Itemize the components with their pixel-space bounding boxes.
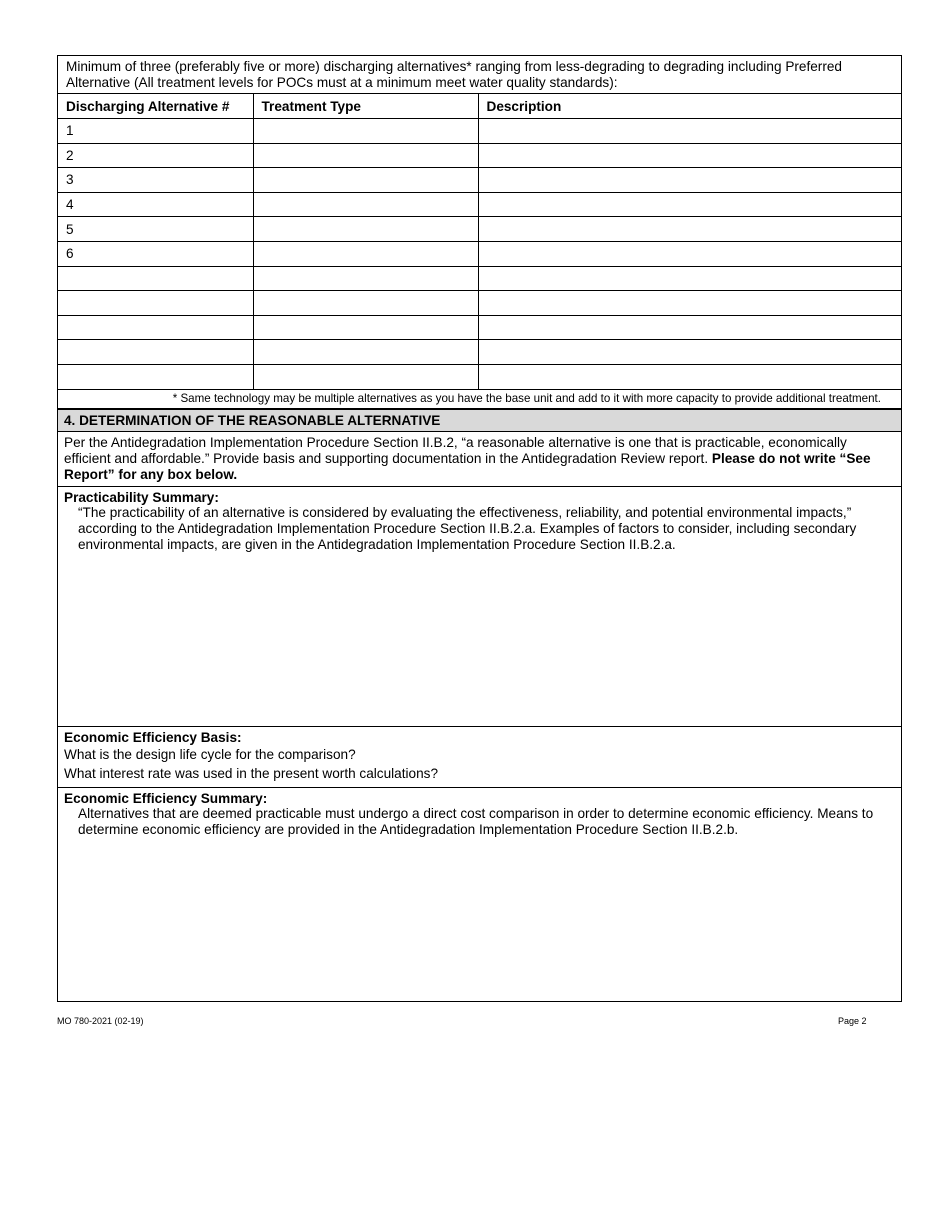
description-cell[interactable] xyxy=(478,168,901,193)
treatment-type-cell[interactable] xyxy=(253,143,478,168)
treatment-type-cell[interactable] xyxy=(253,241,478,266)
description-cell[interactable] xyxy=(478,266,901,291)
description-cell[interactable] xyxy=(478,315,901,340)
alternatives-footnote: * Same technology may be multiple alternatives as you have the base unit and add to it with more capacity to provide additional treatment. xyxy=(58,390,901,410)
description-cell[interactable] xyxy=(478,119,901,144)
description-cell[interactable] xyxy=(478,241,901,266)
practicability-summary-instructions: “The practicability of an alternative is considered by evaluating the effectiveness, reliability, and potential environmental impacts,” according to the Antidegradation Implementation Procedure Section II.B.2.a. Examples of factors to consider, including secondary environmental impacts, are given in the Antidegradation Implementation Procedure Section II.B.2.a. xyxy=(78,504,857,552)
treatment-type-cell[interactable] xyxy=(253,119,478,144)
economic-efficiency-summary-box[interactable] xyxy=(58,788,901,1001)
treatment-type-cell[interactable] xyxy=(253,192,478,217)
treatment-type-cell[interactable] xyxy=(253,315,478,340)
table-row xyxy=(58,266,901,291)
economic-efficiency-basis-title: Economic Efficiency Basis: xyxy=(64,729,242,745)
alternative-number-cell[interactable]: 5 xyxy=(58,217,253,242)
economic-efficiency-basis-box[interactable] xyxy=(58,727,901,788)
practicability-summary-title: Practicability Summary: xyxy=(64,489,219,505)
column-header-alternative: Discharging Alternative # xyxy=(58,94,253,119)
treatment-type-cell[interactable] xyxy=(253,364,478,389)
alternative-number-cell[interactable]: 2 xyxy=(58,143,253,168)
economic-efficiency-summary-instructions: Alternatives that are deemed practicable must undergo a direct cost comparison in order to determine economic efficiency. Means to determine economic efficiency are provided in the Antidegradation Implementation Procedure Section II.B.2.b. xyxy=(78,805,874,837)
table-row xyxy=(58,192,901,217)
section-4-title: 4. DETERMINATION OF THE REASONABLE ALTERNATIVE xyxy=(58,410,901,432)
table-row xyxy=(58,315,901,340)
page-number: Page 2 xyxy=(838,1016,867,1026)
alternative-number-cell[interactable] xyxy=(58,315,253,340)
table-row xyxy=(58,291,901,316)
alternative-number-cell[interactable] xyxy=(58,364,253,389)
table-row xyxy=(58,168,901,193)
alternatives-table xyxy=(58,94,901,390)
alternative-number-cell[interactable]: 6 xyxy=(58,241,253,266)
column-header-treatment-type: Treatment Type xyxy=(253,94,478,119)
alternatives-intro: Minimum of three (preferably five or more) discharging alternatives* ranging from less-degrading to degrading including Preferred Alternative (All treatment levels for POCs must at a minimum meet water quality standards): xyxy=(58,56,901,94)
treatment-type-cell[interactable] xyxy=(253,291,478,316)
treatment-type-cell[interactable] xyxy=(253,266,478,291)
form-page xyxy=(57,55,902,1002)
table-row xyxy=(58,119,901,144)
description-cell[interactable] xyxy=(478,217,901,242)
alternative-number-cell[interactable]: 4 xyxy=(58,192,253,217)
alternative-number-cell[interactable] xyxy=(58,266,253,291)
treatment-type-cell[interactable] xyxy=(253,168,478,193)
table-row xyxy=(58,217,901,242)
economic-efficiency-summary-title: Economic Efficiency Summary: xyxy=(64,790,268,806)
design-life-cycle-question: What is the design life cycle for the comparison? xyxy=(64,746,356,762)
table-row xyxy=(58,364,901,389)
form-number: MO 780-2021 (02-19) xyxy=(57,1016,144,1026)
section-4-intro xyxy=(58,432,901,487)
table-row xyxy=(58,143,901,168)
section-4-intro-warning: Please do not write “See Report” for any box below. xyxy=(64,450,871,482)
description-cell[interactable] xyxy=(478,192,901,217)
treatment-type-cell[interactable] xyxy=(253,217,478,242)
section-4-intro-text: Per the Antidegradation Implementation Procedure Section II.B.2, “a reasonable alternative is one that is practicable, economically efficient and affordable.” Provide basis and supporting documentation in the Antidegradation Review report. xyxy=(64,434,847,466)
alternative-number-cell[interactable] xyxy=(58,291,253,316)
column-header-description: Description xyxy=(478,94,901,119)
practicability-summary-box[interactable] xyxy=(58,487,901,727)
description-cell[interactable] xyxy=(478,291,901,316)
table-header-row xyxy=(58,94,901,119)
treatment-type-cell[interactable] xyxy=(253,340,478,365)
table-row xyxy=(58,340,901,365)
alternative-number-cell[interactable]: 1 xyxy=(58,119,253,144)
description-cell[interactable] xyxy=(478,340,901,365)
alternative-number-cell[interactable]: 3 xyxy=(58,168,253,193)
alternative-number-cell[interactable] xyxy=(58,340,253,365)
table-row xyxy=(58,241,901,266)
interest-rate-question: What interest rate was used in the present worth calculations? xyxy=(64,765,439,781)
description-cell[interactable] xyxy=(478,143,901,168)
description-cell[interactable] xyxy=(478,364,901,389)
